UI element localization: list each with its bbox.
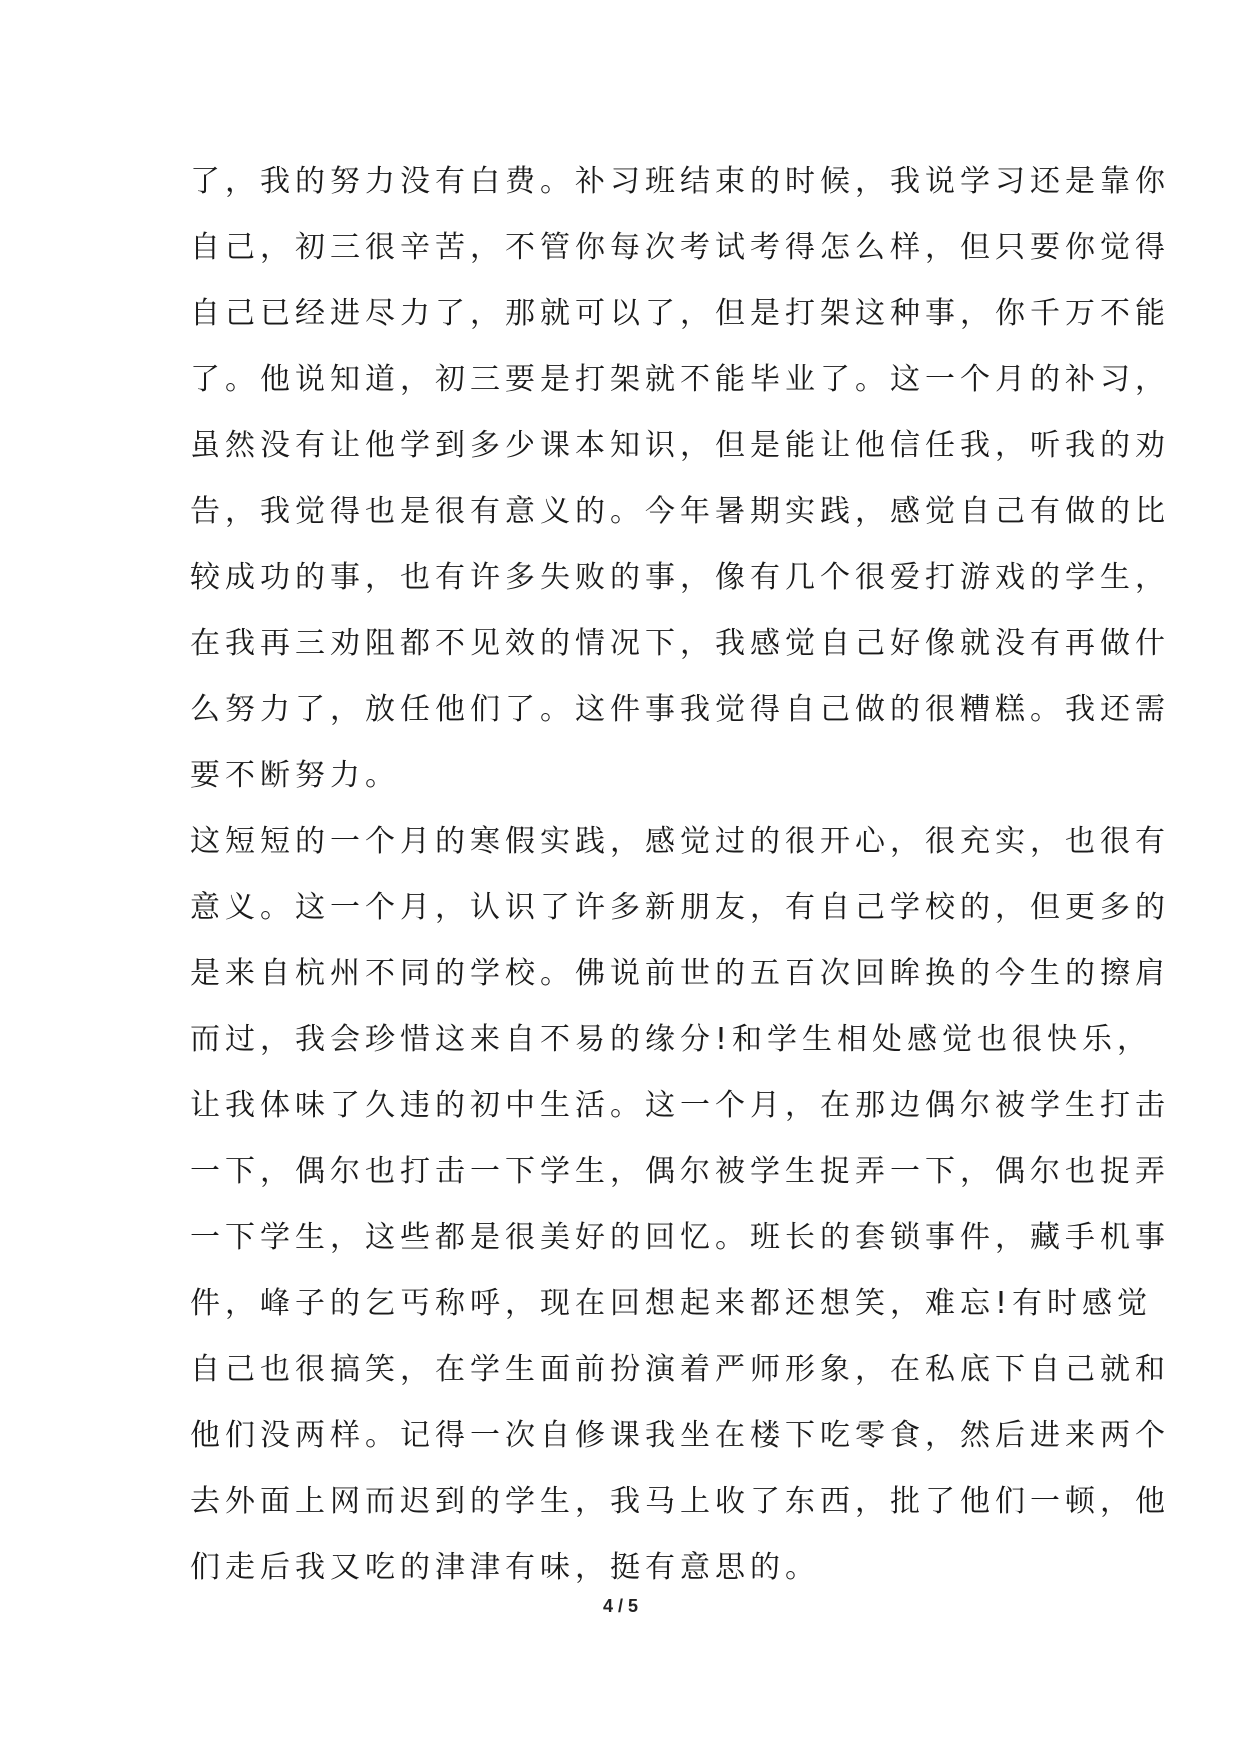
text-line: 要不断努力。 — [190, 758, 400, 793]
text-line: 在我再三劝阻都不见效的情况下，我感觉自己好像就没有再做什 — [190, 626, 1170, 661]
text-line: 而过，我会珍惜这来自不易的缘分!和学生相处感觉也很快乐， — [190, 1022, 1153, 1057]
text-line: 自己，初三很辛苦，不管你每次考试考得怎么样，但只要你觉得 — [190, 230, 1170, 265]
text-line: 自己也很搞笑，在学生面前扮演着严师形象，在私底下自己就和 — [190, 1352, 1170, 1387]
text-line: 是来自杭州不同的学校。佛说前世的五百次回眸换的今生的擦肩 — [190, 956, 1170, 991]
text-line: 他们没两样。记得一次自修课我坐在楼下吃零食，然后进来两个 — [190, 1418, 1170, 1453]
text-line: 较成功的事，也有许多失败的事，像有几个很爱打游戏的学生， — [190, 560, 1170, 595]
text-line: 一下学生，这些都是很美好的回忆。班长的套锁事件，藏手机事 — [190, 1220, 1170, 1255]
text-line: 让我体味了久违的初中生活。这一个月，在那边偶尔被学生打击 — [190, 1088, 1170, 1123]
text-line: 告，我觉得也是很有意义的。今年暑期实践，感觉自己有做的比 — [190, 494, 1170, 529]
text-line: 自己已经进尽力了，那就可以了，但是打架这种事，你千万不能 — [190, 296, 1170, 331]
text-line: 们走后我又吃的津津有味，挺有意思的。 — [190, 1550, 820, 1585]
text-line: 么努力了，放任他们了。这件事我觉得自己做的很糟糕。我还需 — [190, 692, 1170, 727]
text-line: 虽然没有让他学到多少课本知识，但是能让他信任我，听我的劝 — [190, 428, 1170, 463]
text-line: 了。他说知道，初三要是打架就不能毕业了。这一个月的补习， — [190, 362, 1170, 397]
text-line: 意义。这一个月，认识了许多新朋友，有自己学校的，但更多的 — [190, 890, 1170, 925]
body-text — [190, 149, 1170, 1601]
text-line: 去外面上网而迟到的学生，我马上收了东西，批了他们一顿，他 — [190, 1484, 1170, 1519]
text-line: 了，我的努力没有白费。补习班结束的时候，我说学习还是靠你 — [190, 164, 1170, 199]
page-number: 4 / 5 — [602, 1596, 639, 1616]
text-line: 件，峰子的乞丐称呼，现在回想起来都还想笑，难忘!有时感觉 — [190, 1286, 1153, 1321]
text-line: 一下，偶尔也打击一下学生，偶尔被学生捉弄一下，偶尔也捉弄 — [190, 1154, 1170, 1189]
text-line: 这短短的一个月的寒假实践，感觉过的很开心，很充实，也很有 — [190, 824, 1170, 859]
